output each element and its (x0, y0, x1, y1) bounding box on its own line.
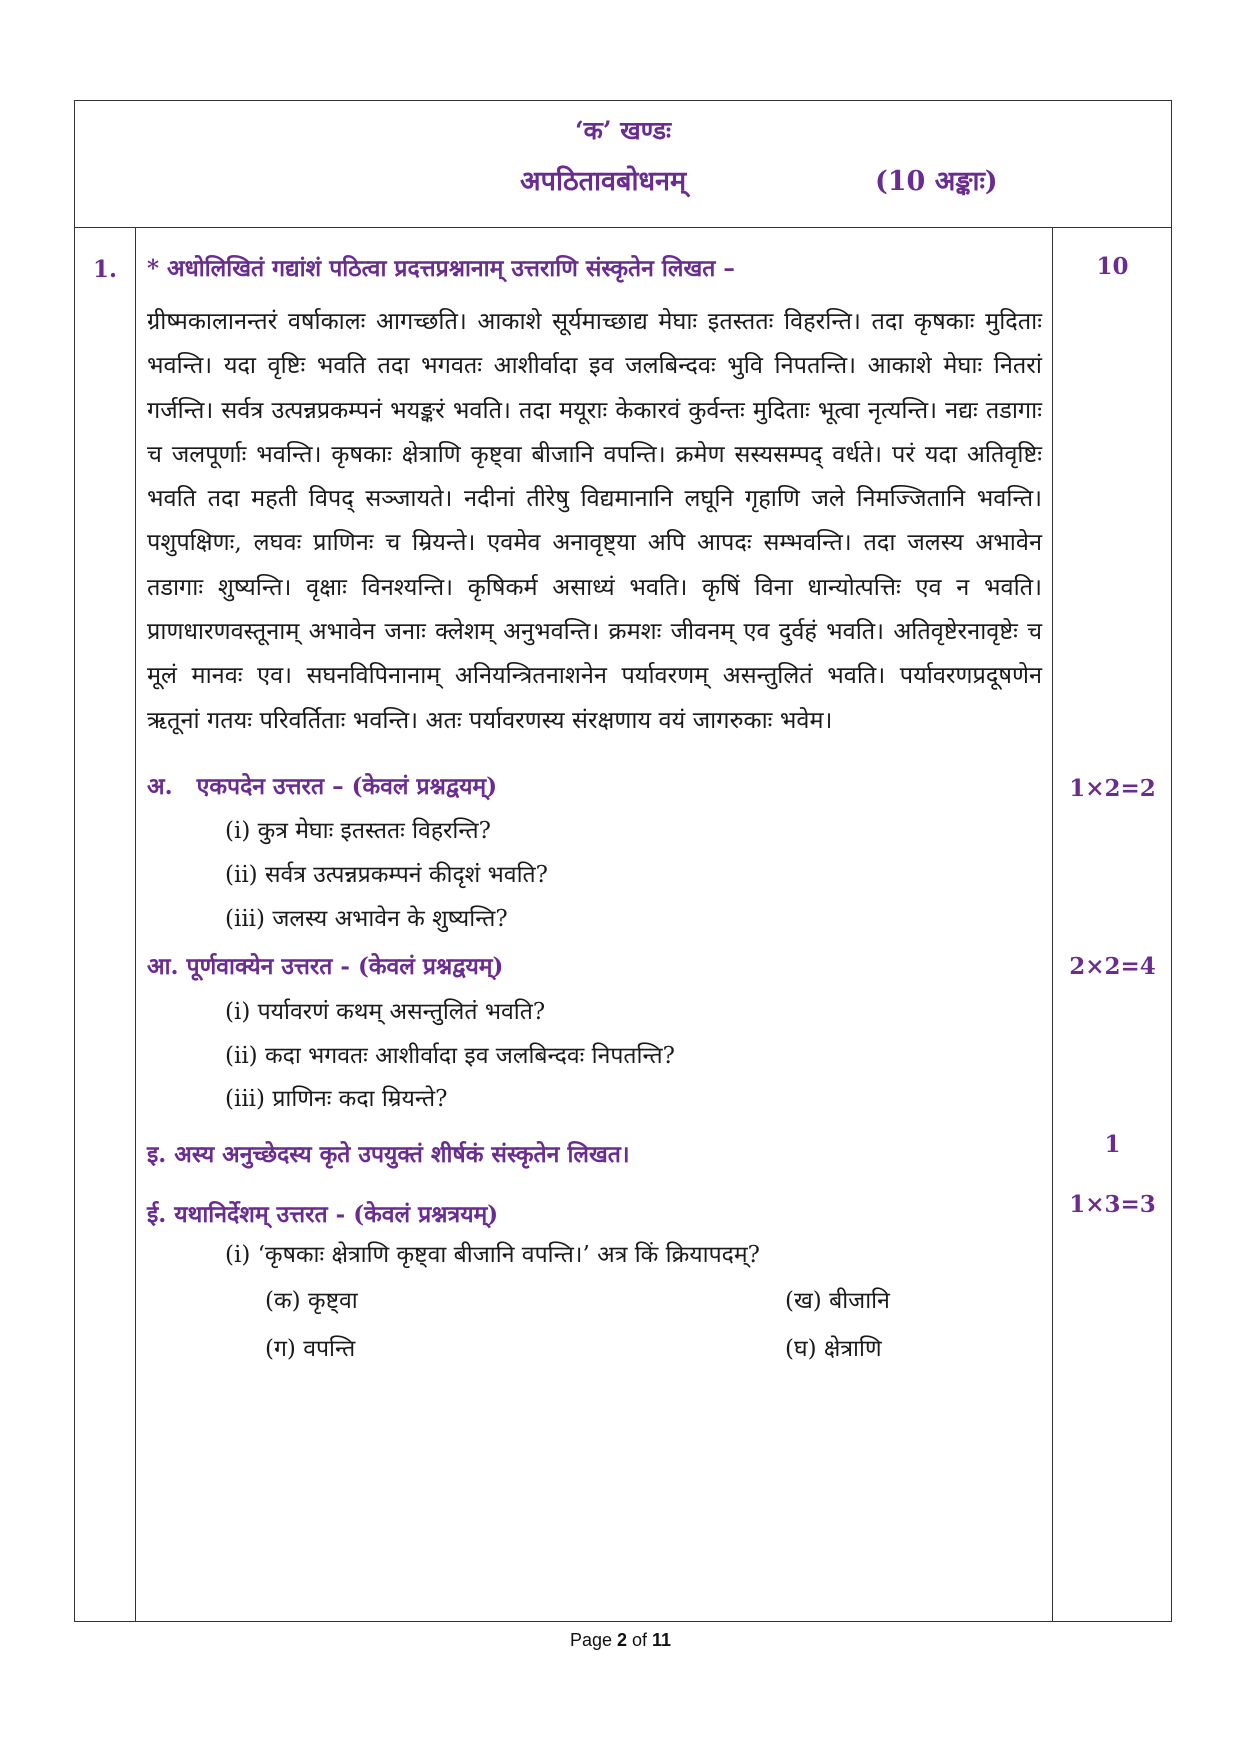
part-a-item-1: (i) कुत्र मेघाः इतस्ततः विहरन्ति? (225, 818, 491, 844)
part-a-item-3: (iii) जलस्य अभावेन के शुष्यन्ति? (225, 906, 508, 932)
part-a-item-2: (ii) सर्वत्र उत्पन्नप्रकम्पनं कीदृशं भवति? (225, 862, 548, 888)
part-a-label: अ. (147, 773, 173, 800)
option-kha: (ख) बीजानि (785, 1288, 890, 1314)
part-i-heading: इ. अस्य अनुच्छेदस्य कृते उपयुक्तं शीर्षकं संस्कृतेन लिखत। (147, 1141, 630, 1168)
part-ii-question-1: (i) ‘कृषकाः क्षेत्राणि कृष्ट्वा बीजानि वपन्ति।’ अत्र किं क्रियापदम्? (225, 1242, 760, 1268)
section-marks: (10 अङ्काः) (875, 166, 998, 197)
part-aa-item-3: (iii) प्राणिनः कदा म्रियन्ते? (225, 1086, 448, 1112)
part-a-marks: 1×2=2 (1069, 775, 1156, 802)
section-title: ‘क’ खण्डः (574, 116, 672, 145)
part-aa-item-1: (i) पर्यावरणं कथम् असन्तुलितं भवति? (225, 999, 546, 1025)
section-subtitle: अपठितावबोधनम् (520, 166, 687, 197)
question-table (74, 100, 1172, 1622)
footer-middle: of (627, 1630, 653, 1650)
section-header (75, 101, 1171, 228)
part-a-heading (147, 769, 497, 801)
part-aa-marks: 2×2=4 (1069, 953, 1156, 980)
part-a-text: एकपदेन उत्तरत – (केवलं प्रश्नद्वयम्) (196, 773, 498, 800)
column-divider-right (1052, 228, 1053, 1621)
question-instruction: * अधोलिखितं गद्यांशं पठित्वा प्रदत्तप्रश्नानाम् उत्तराणि संस्कृतेन लिखत – (147, 255, 735, 282)
option-ga: (ग) वपन्ति (265, 1336, 356, 1362)
page-footer (0, 1630, 1241, 1651)
column-divider-left (135, 228, 136, 1621)
current-page: 2 (616, 1630, 627, 1650)
question-marks: 10 (1096, 253, 1129, 280)
part-i-marks: 1 (1104, 1131, 1121, 1158)
part-ii-marks: 1×3=3 (1069, 1191, 1156, 1218)
question-number: 1. (93, 256, 118, 283)
total-pages: 11 (652, 1630, 672, 1650)
part-aa-item-2: (ii) कदा भगवतः आशीर्वादा इव जलबिन्दवः निपतन्ति? (225, 1043, 676, 1069)
passage-text: ग्रीष्मकालानन्तरं वर्षाकालः आगच्छति। आकाशे सूर्यमाच्छाद्य मेघाः इतस्ततः विहरन्ति। तदा कृषकाः मुदिताः भवन्ति। यदा वृष्टिः भवति तदा भगवतः आशीर्वादा इव जलबिन्दवः भुवि निपतन्ति। आकाशे मेघाः नितरां गर्जन्ति। सर्वत्र उत्पन्नप्रकम्पनं भयङ्करं भवति। तदा मयूराः केकारवं कुर्वन्तः मुदिताः भूत्वा नृत्यन्ति। नद्यः तडागाः च जलपूर्णाः भवन्ति। कृषकाः क्षेत्राणि कृष्ट्वा बीजानि वपन्ति। क्रमेण सस्यसम्पद् वर्धते। परं यदा अतिवृष्टिः भवति तदा महती विपद् सञ्जायते। नदीनां तीरेषु विद्यमानानि लघूनि गृहाणि जले निमज्जितानि भवन्ति। पशुपक्षिणः, लघवः प्राणिनः च म्रियन्ते। एवमेव अनावृष्ट्या अपि आपदः सम्भवन्ति। तदा जलस्य अभावेन तडागाः शुष्यन्ति। वृक्षाः विनश्यन्ति। कृषिकर्म असाध्यं भवति। कृषिं विना धान्योत्पत्तिः एव न भवति। प्राणधारणवस्तूनाम् अभावेन जनाः क्लेशम् अनुभवन्ति। क्रमशः जीवनम् एव दुर्वहं भवति। अतिवृष्टेरनावृष्टेः च मूलं मानवः एव। सघनविपिनानाम् अनियन्त्रितनाशनेन पर्यावरणम् असन्तुलितं भवति। पर्यावरणप्रदूषणेन ऋतूनां गतयः परिवर्तिताः भवन्ति। अतः पर्यावरणस्य संरक्षणाय वयं जागरुकाः भवेम। (147, 307, 1042, 734)
option-ka: (क) कृष्ट्वा (265, 1288, 358, 1314)
passage (147, 299, 1042, 742)
footer-prefix: Page (569, 1630, 617, 1650)
part-aa-heading: आ. पूर्णवाक्येन उत्तरत - (केवलं प्रश्नद्वयम्) (147, 953, 504, 980)
option-gha: (घ) क्षेत्राणि (785, 1336, 882, 1362)
part-ii-heading: ई. यथानिर्देशम् उत्तरत - (केवलं प्रश्नत्रयम्) (147, 1201, 499, 1228)
